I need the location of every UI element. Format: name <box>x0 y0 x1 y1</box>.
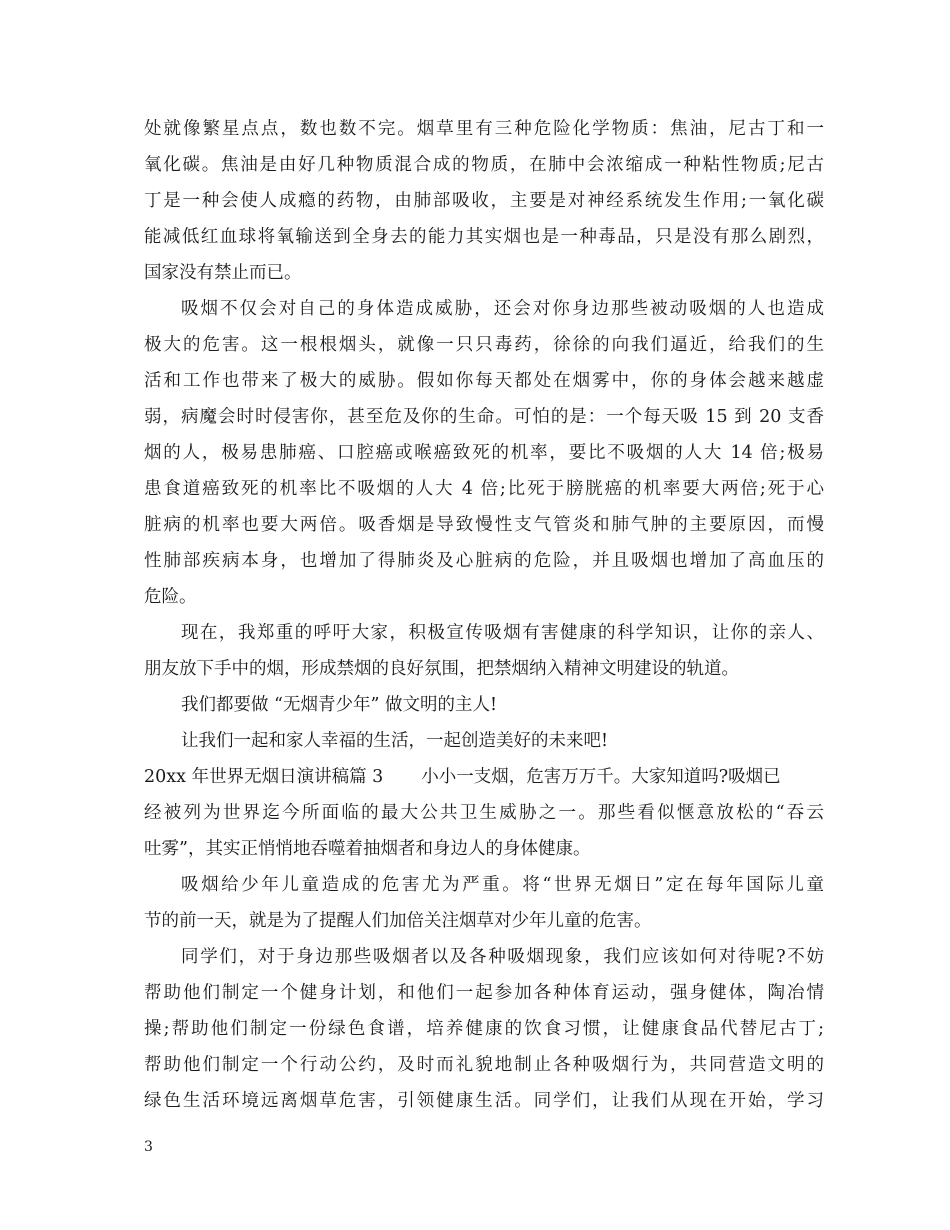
text-line: 我们都要做 “无烟青少年” 做文明的主人! <box>181 695 498 715</box>
text-line: 性肺部疾病本身，也增加了得肺炎及心脏病的危险，并且吸烟也增加了高血压的 <box>144 551 824 571</box>
text-line: 患食道癌致死的机率比不吸烟的人大 4 倍;比死于膀胱癌的机率要大两倍;死于心 <box>144 479 824 499</box>
text-line: 帮助他们制定一个健身计划，和他们一起参加各种体育运动，强身健体，陶冶情 <box>144 983 824 1003</box>
page-number: 3 <box>144 1139 153 1155</box>
text-line: 活和工作也带来了极大的威胁。假如你每天都处在烟雾中，你的身体会越来越虚 <box>144 371 824 391</box>
text-line: 弱，病魔会时时侵害你，甚至危及你的生命。可怕的是：一个每天吸 15 到 20 支香 <box>144 407 824 427</box>
text-line: 操;帮助他们制定一份绿色食谱，培养健康的饮食习惯，让健康食品代替尼古丁; <box>144 1019 824 1039</box>
text-line: 经被列为世界迄今所面临的最大公共卫生威胁之一。那些看似惬意放松的“吞云 <box>144 803 824 823</box>
text-line: 让我们一起和家人幸福的生活，一起创造美好的未来吧! <box>181 731 609 751</box>
text-line: 现在，我郑重的呼吁大家，积极宣传吸烟有害健康的科学知识，让你的亲人、 <box>181 623 824 643</box>
text-line: 能减低红血球将氧输送到全身去的能力其实烟也是一种毒品，只是没有那么剧烈， <box>144 227 824 247</box>
text-line: 危险。 <box>144 587 197 607</box>
text-line: 极大的危害。这一根根烟头，就像一只只毒药，徐徐的向我们逼近，给我们的生 <box>144 335 824 355</box>
section-first-line: 小小一支烟，危害万万千。大家知道吗?吸烟已 <box>421 767 781 787</box>
text-line: 国家没有禁止而已。 <box>144 263 302 283</box>
paragraph-block-after-heading <box>144 795 824 1119</box>
text-line: 朋友放下手中的烟，形成禁烟的良好氛围，把禁烟纳入精神文明建设的轨道。 <box>144 659 739 679</box>
text-line: 脏病的机率也要大两倍。吸香烟是导致慢性支气管炎和肺气肿的主要原因，而慢 <box>144 515 824 535</box>
text-line: 丁是一种会使人成瘾的药物，由肺部吸收，主要是对神经系统发生作用;一氧化碳 <box>144 191 824 211</box>
document-body <box>144 111 824 1119</box>
text-line: 节的前一天，就是为了提醒人们加倍关注烟草对少年儿童的危害。 <box>144 911 652 931</box>
section-heading: 20xx 年世界无烟日演讲稿篇 3 <box>144 767 384 787</box>
text-line: 氧化碳。焦油是由好几种物质混合成的物质，在肺中会浓缩成一种粘性物质;尼古 <box>144 155 824 175</box>
text-line: 吸烟不仅会对自己的身体造成威胁，还会对你身边那些被动吸烟的人也造成 <box>181 299 824 319</box>
text-line: 烟的人，极易患肺癌、口腔癌或喉癌致死的机率，要比不吸烟的人大 14 倍;极易 <box>144 443 824 463</box>
section-heading-line <box>144 759 824 795</box>
text-line: 绿色生活环境远离烟草危害，引领健康生活。同学们，让我们从现在开始，学习 <box>144 1091 824 1111</box>
text-line: 吸烟给少年儿童造成的危害尤为严重。将“世界无烟日”定在每年国际儿童 <box>181 875 824 895</box>
paragraph-block-before-heading <box>144 111 824 759</box>
text-line: 吐雾”，其实正悄悄地吞噬着抽烟者和身边人的身体健康。 <box>144 839 591 859</box>
text-line: 同学们，对于身边那些吸烟者以及各种吸烟现象，我们应该如何对待呢?不妨 <box>181 947 824 967</box>
text-line: 帮助他们制定一个行动公约，及时而礼貌地制止各种吸烟行为，共同营造文明的 <box>144 1055 824 1075</box>
text-line: 处就像繁星点点，数也数不完。烟草里有三种危险化学物质：焦油，尼古丁和一 <box>144 119 824 139</box>
